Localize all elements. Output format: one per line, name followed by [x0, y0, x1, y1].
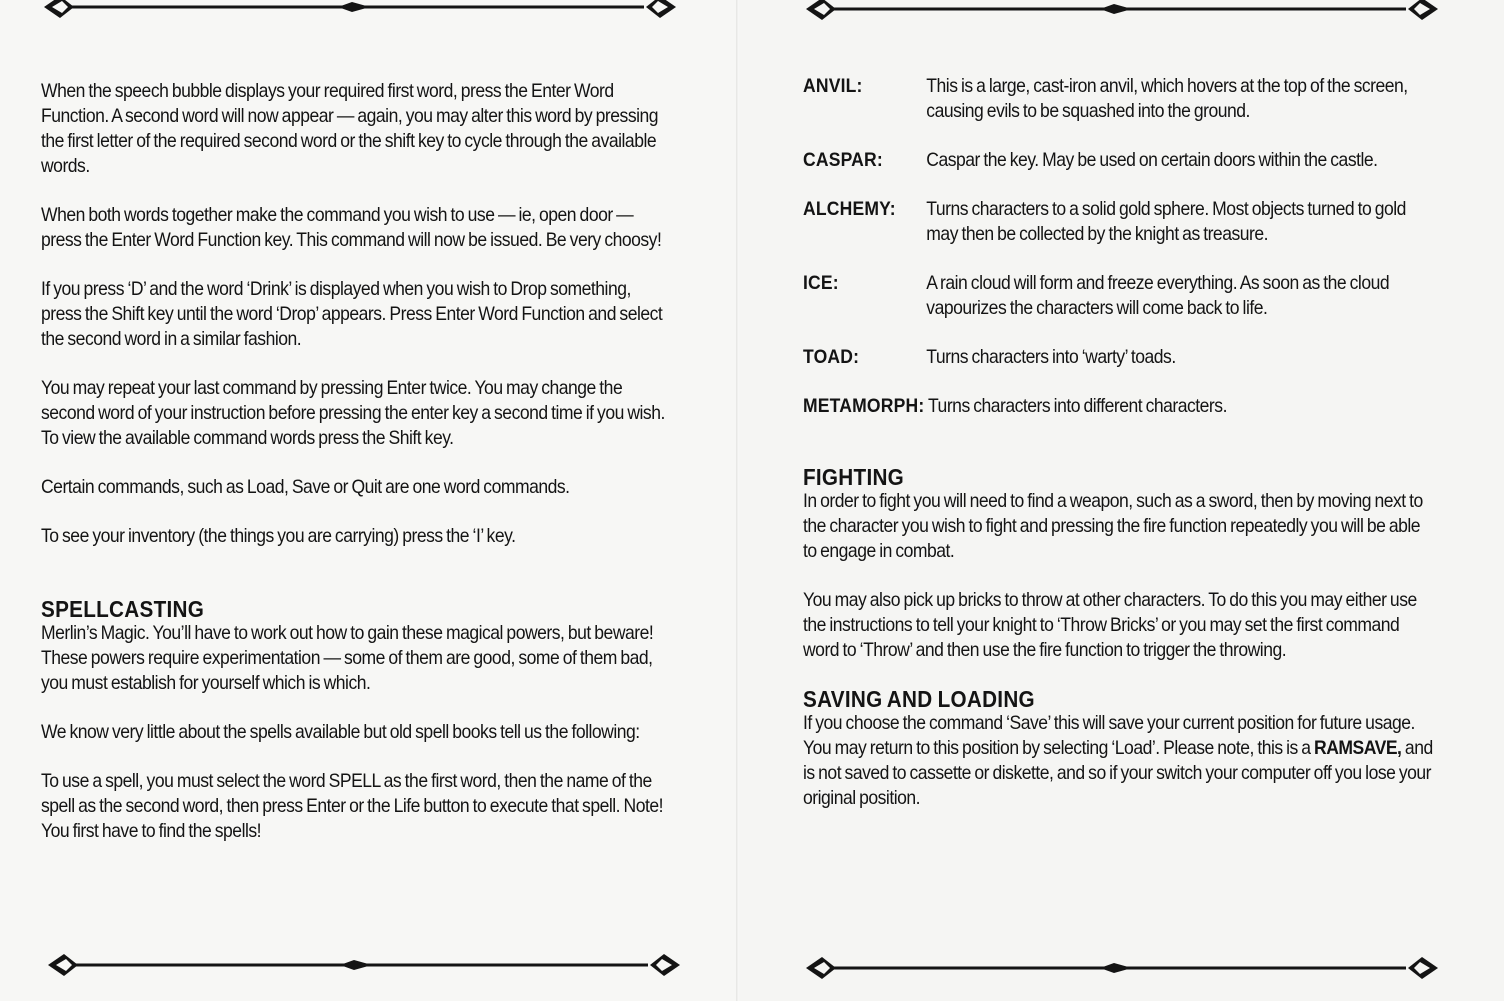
left-diamond-icon — [44, 0, 74, 18]
spell-description: This is a large, cast-iron anvil, which hovers at the top of the screen, causing evils to be squashed into the ground. — [926, 75, 1408, 122]
left-text-column — [41, 79, 671, 868]
saving-text-after: and is not saved to cassette or diskette, and so if your switch your computer off you lose your original position. — [803, 737, 1433, 809]
center-lozenge-icon — [1100, 963, 1132, 973]
left-diamond-icon — [806, 0, 836, 20]
spell-description: Turns characters to a solid gold sphere. Most objects turned to gold may then be collected by the knight as treasure. — [926, 198, 1406, 245]
spell-name: CASPAR: — [803, 149, 883, 171]
saving-text-before: If you choose the command ‘Save’ this will save your current position for future usage. You may return to this position by selecting ‘Load’. Please note, this is a — [803, 712, 1415, 759]
right-page — [740, 0, 1504, 1001]
right-diamond-icon — [646, 0, 676, 18]
spell-description: Turns characters into different characters. — [927, 395, 1227, 417]
fighting-paragraph-bricks: You may also pick up bricks to throw at other characters. To do this you may either use the instructions to tell your knight to ‘Throw Bricks’ or you may set the first command word to ‘Throw’ and then use the fire function to trigger the throwing. — [803, 589, 1417, 661]
left-diamond-icon — [806, 957, 836, 979]
paragraph-inventory: To see your inventory (the things you are carrying) press the ‘I’ key. — [41, 525, 516, 547]
right-text-column — [803, 74, 1433, 835]
spell-entry-anvil — [803, 74, 1433, 124]
saving-loading-paragraph — [803, 711, 1433, 811]
center-lozenge-icon — [1100, 4, 1132, 14]
paragraph-one-word-commands: Certain commands, such as Load, Save or Quit are one word commands. — [41, 476, 570, 498]
spell-name: METAMORPH: — [803, 395, 925, 417]
spell-description: A rain cloud will form and freeze everything. As soon as the cloud vapourizes the characters will come back to life. — [926, 272, 1390, 319]
left-page — [0, 0, 740, 1001]
spell-entry-ice — [803, 271, 1433, 321]
left-diamond-icon — [48, 954, 78, 976]
paragraph-drink-drop: If you press ‘D’ and the word ‘Drink’ is displayed when you wish to Drop something, press the Shift key until the word ‘Drop’ appears. Press Enter Word Function and select the second word in a similar fashion. — [41, 278, 663, 350]
ramsave-emphasis: RAMSAVE, — [1314, 737, 1402, 759]
right-diamond-icon — [1408, 957, 1438, 979]
spell-entry-metamorph — [803, 394, 1433, 419]
top-ornament-rule-left — [40, 0, 680, 24]
spell-name: ICE: — [803, 272, 839, 294]
spell-name: ALCHEMY: — [803, 198, 896, 220]
spell-list — [803, 74, 1433, 419]
spell-name: ANVIL: — [803, 75, 863, 97]
spell-description: Caspar the key. May be used on certain doors within the castle. — [926, 149, 1378, 171]
right-diamond-icon — [650, 954, 680, 976]
spellcasting-intro: Merlin’s Magic. You’ll have to work out how to gain these magical powers, but beware! These powers require experimentation — some of them are good, some of them bad, you must establish for yourself which is which. — [41, 622, 654, 694]
fighting-heading: FIGHTING — [803, 464, 905, 490]
top-ornament-rule-right — [802, 0, 1442, 26]
spellcasting-usage: To use a spell, you must select the word SPELL as the first word, then the name of the spell as the second word, then press Enter or the Life button to execute that spell. Note! You first have to find the spells! — [41, 770, 664, 842]
saving-loading-heading: SAVING AND LOADING — [803, 686, 1035, 712]
fighting-paragraph-weapon: In order to fight you will need to find a weapon, such as a sword, then by moving next to the character you wish to fight and pressing the fire function repeatedly you will be able to engage in combat. — [803, 490, 1423, 562]
center-lozenge-icon — [338, 2, 370, 12]
right-diamond-icon — [1408, 0, 1438, 20]
bottom-ornament-rule-right — [802, 955, 1442, 985]
spell-name: TOAD: — [803, 346, 860, 368]
spell-description: Turns characters into ‘warty’ toads. — [926, 346, 1176, 368]
center-lozenge-icon — [340, 960, 372, 970]
paragraph-enter-word: When the speech bubble displays your required first word, press the Enter Word Function. A second word will now appear — again, you may alter this word by pressing the first letter of the required second word or the shift key to cycle through the available words. — [41, 80, 659, 177]
paragraph-repeat-command: You may repeat your last command by pressing Enter twice. You may change the second word of your instruction before pressing the enter key a second time if you wish. To view the available command words press the Shift key. — [41, 377, 665, 449]
spell-entry-caspar — [803, 148, 1433, 173]
spell-entry-toad — [803, 345, 1433, 370]
spellcasting-heading: SPELLCASTING — [41, 596, 205, 622]
paragraph-both-words: When both words together make the command you wish to use — ie, open door — press the Enter Word Function key. This command will now be issued. Be very choosy! — [41, 204, 662, 251]
spellcasting-known: We know very little about the spells available but old spell books tell us the following: — [41, 721, 640, 743]
spell-entry-alchemy — [803, 197, 1433, 247]
bottom-ornament-rule-left — [44, 950, 684, 980]
